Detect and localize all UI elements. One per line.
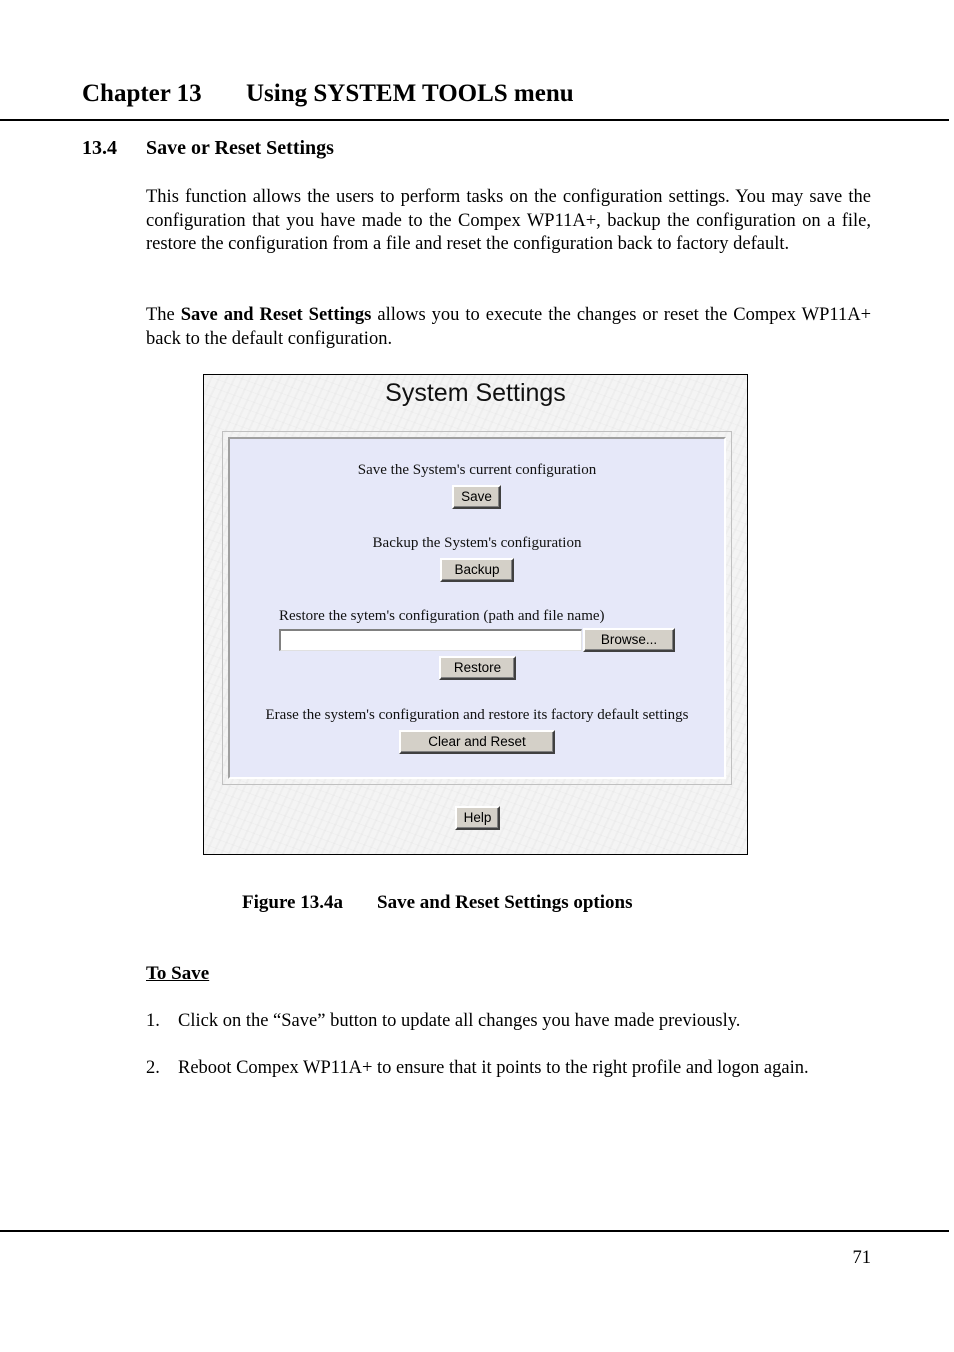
p2-bold-term: Save and Reset Settings <box>180 305 372 325</box>
chapter-heading <box>82 80 574 108</box>
header-rule <box>0 119 949 121</box>
backup-label: Backup the System's configuration <box>372 535 582 551</box>
footer-rule <box>0 1230 949 1232</box>
list-item <box>146 1010 871 1034</box>
p2-suffix: allows you to execute the changes or reset the Compex WP11A+ back to the default configuration. <box>146 305 871 349</box>
caption-text: Save and Reset Settings options <box>377 892 633 913</box>
intro-paragraph: This function allows the users to perform tasks on the configuration settings. You may save the configuration that you have made to the Compex WP11A+, backup the configuration on a file, restore the configuration from a file and reset the configuration back to factory default. <box>146 187 871 254</box>
list-item-number: 2. <box>146 1058 160 1078</box>
page-number: 71 <box>852 1248 871 1268</box>
section-heading <box>82 137 334 160</box>
list-item-text: Click on the “Save” button to update all changes you have made previously. <box>178 1011 741 1031</box>
figure-caption <box>242 892 632 914</box>
erase-label: Erase the system's configuration and restore its factory default settings <box>265 707 689 723</box>
figure-title: System Settings <box>385 379 566 407</box>
browse-button[interactable]: Browse... <box>583 628 675 652</box>
list-item-text: Reboot Compex WP11A+ to ensure that it points to the right profile and logon again. <box>178 1058 809 1078</box>
restore-button[interactable]: Restore <box>439 656 516 680</box>
save-label: Save the System's current configuration <box>357 462 597 478</box>
restore-label: Restore the sytem's configuration (path and file name) <box>279 608 605 624</box>
to-save-heading: To Save <box>146 963 210 984</box>
caption-number: Figure 13.4a <box>242 892 343 913</box>
backup-button[interactable]: Backup <box>440 558 514 582</box>
chapter-number: Chapter 13 <box>82 80 202 107</box>
restore-file-input[interactable] <box>279 629 582 651</box>
description-paragraph <box>146 304 871 351</box>
list-item-number: 1. <box>146 1011 160 1031</box>
p2-prefix: The <box>146 305 181 325</box>
save-button[interactable]: Save <box>452 485 501 509</box>
section-title: Save or Reset Settings <box>146 137 334 159</box>
clear-and-reset-button[interactable]: Clear and Reset <box>399 730 555 754</box>
help-button[interactable]: Help <box>455 806 500 830</box>
section-number: 13.4 <box>82 137 117 159</box>
system-settings-figure <box>203 374 748 855</box>
chapter-title: Using SYSTEM TOOLS menu <box>246 80 574 107</box>
list-item <box>146 1057 871 1081</box>
